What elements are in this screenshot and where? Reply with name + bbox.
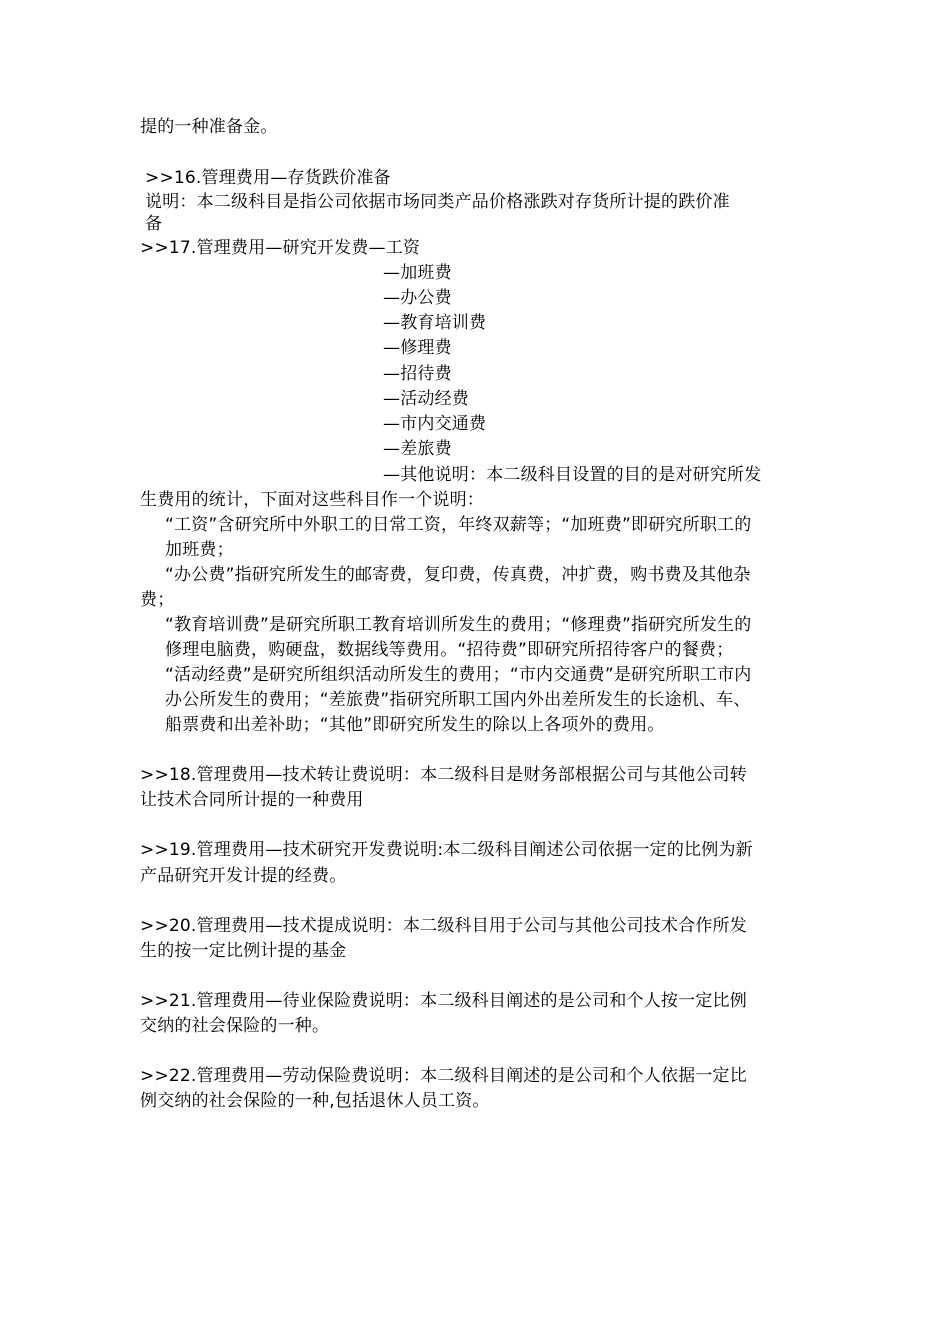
text-line: 生费用的统计，下面对这些科目作一个说明：: [140, 490, 484, 510]
section-heading-21: >>21.管理费用—待业保险费说明：本二级科目阐述的是公司和个人按一定比例: [140, 991, 747, 1011]
section-heading-20: >>20.管理费用—技术提成说明：本二级科目用于公司与其他公司技术合作所发: [140, 916, 747, 936]
sub-item: —加班费: [383, 263, 452, 283]
sub-item: —教育培训费: [383, 313, 487, 333]
sub-item: —招待费: [383, 364, 452, 384]
text-line: 加班费；: [165, 540, 234, 560]
sub-item: —办公费: [383, 288, 452, 308]
text-line: “办公费”指研究所发生的邮寄费，复印费，传真费，冲扩费，购书费及其他杂: [165, 565, 751, 585]
text-line: 交纳的社会保险的一种。: [140, 1016, 330, 1036]
sub-item: —市内交通费: [383, 414, 487, 434]
text-line: “活动经费”是研究所组织活动所发生的费用；“市内交通费”是研究所职工市内: [165, 665, 752, 685]
section-heading-22: >>22.管理费用—劳动保险费说明：本二级科目阐述的是公司和个人依据一定比: [140, 1066, 747, 1086]
text-line: “工资”含研究所中外职工的日常工资，年终双薪等；“加班费”即研究所职工的: [165, 515, 752, 535]
section-heading-18: >>18.管理费用—技术转让费说明：本二级科目是财务部根据公司与其他公司转: [140, 765, 747, 785]
text-line: “教育培训费”是研究所职工教育培训所发生的费用；“修理费”指研究所发生的: [165, 615, 752, 635]
text-line: 办公所发生的费用；“差旅费”指研究所职工国内外出差所发生的长途机、车、: [165, 690, 751, 710]
sub-item: —修理费: [383, 338, 452, 358]
sub-item: —活动经费: [383, 389, 469, 409]
text-line: 说明：本二级科目是指公司依据市场同类产品价格涨跌对存货所计提的跌价准: [145, 192, 730, 212]
section-heading-17: >>17.管理费用—研究开发费—工资: [140, 238, 421, 258]
text-line: 提的一种准备金。: [140, 117, 278, 137]
sub-item: —差旅费: [383, 439, 452, 459]
text-line: 产品研究开发计提的经费。: [140, 866, 347, 886]
section-heading-16: >>16.管理费用—存货跌价准备: [145, 168, 391, 188]
text-line: 费；: [140, 590, 175, 610]
text-line: 修理电脑费，购硬盘，数据线等费用。“招待费”即研究所招待客户的餐费；: [165, 640, 734, 660]
text-line: 例交纳的社会保险的一种,包括退休人员工资。: [140, 1091, 490, 1111]
text-line: 让技术合同所计提的一种费用: [140, 790, 364, 810]
text-line: 船票费和出差补助；“其他”即研究所发生的除以上各项外的费用。: [165, 715, 665, 735]
section-heading-19: >>19.管理费用—技术研究开发费说明:本二级科目阐述公司依据一定的比例为新: [140, 840, 753, 860]
text-line: 备: [145, 214, 163, 234]
sub-item: —其他说明：本二级科目设置的目的是对研究所发: [383, 465, 762, 485]
text-line: 生的按一定比例计提的基金: [140, 941, 347, 961]
